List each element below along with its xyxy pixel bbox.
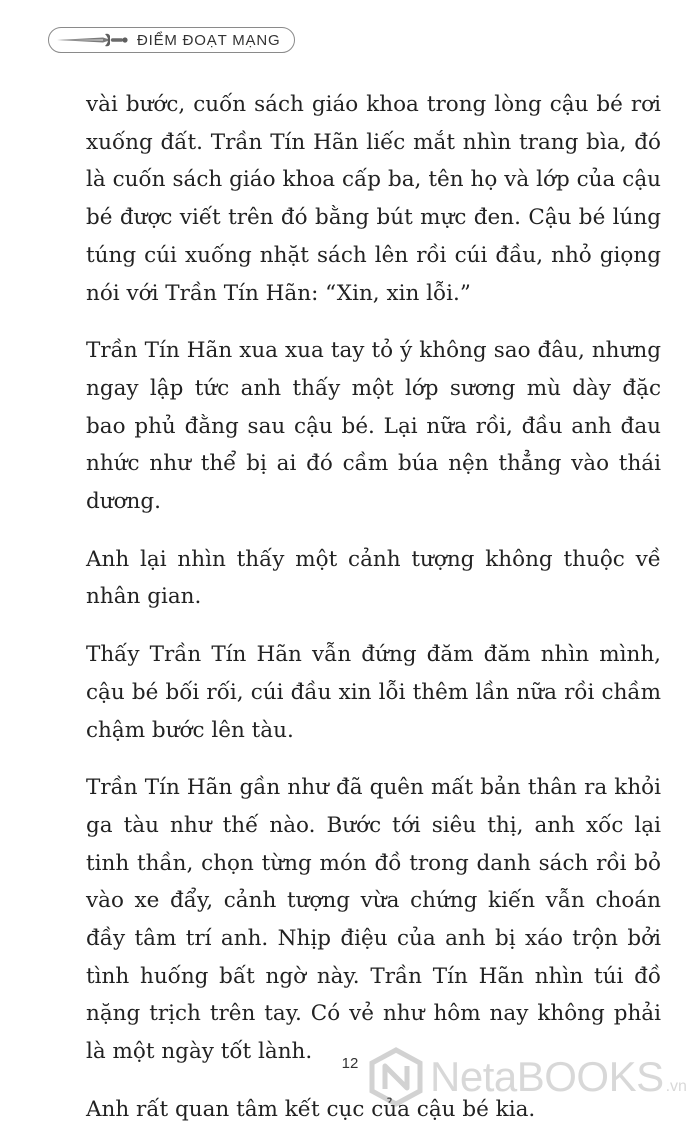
header-pill: [48, 27, 295, 53]
paragraph: Anh lại nhìn thấy một cảnh tượng không thuộc về nhân gian.: [86, 546, 661, 610]
watermark-suffix: .vn: [665, 1078, 687, 1095]
page-number: 12: [341, 1055, 359, 1072]
watermark: [368, 1042, 698, 1112]
paragraph: Anh rất quan tâm kết cục của cậu bé kia.: [86, 1096, 536, 1122]
paragraph: Trần Tín Hãn gần như đã quên mất bản thân ra khỏi ga tàu như thế nào. Bước tới siêu thị, anh xốc lại tinh thần, chọn từng món đồ trong danh sách rồi bỏ vào xe đẩy, cảnh tượng vừa chứng kiến vẫn choán đầy tâm trí anh. Nhịp điệu của anh bị xáo trộn bởi tình huống bất ngờ này. Trần Tín Hãn nhìn túi đồ nặng trịch trên tay. Có vẻ như hôm nay không phải là một ngày tốt lành.: [86, 775, 661, 1065]
sword-icon: [55, 32, 129, 48]
page-body: [86, 86, 661, 1129]
paragraph: vài bước, cuốn sách giáo khoa trong lòng cậu bé rơi xuống đất. Trần Tín Hãn liếc mắt nhìn trang bìa, đó là cuốn sách giáo khoa cấp ba, tên họ và lớp của cậu bé được viết trên đó bằng bút mực đen. Cậu bé lúng túng cúi xuống nhặt sách lên rồi cúi đầu, nhỏ giọng nói với Trần Tín Hãn: “Xin, xin lỗi.”: [86, 92, 661, 306]
running-header: [48, 26, 295, 54]
paragraph: Thấy Trần Tín Hãn vẫn đứng đăm đăm nhìn mình, cậu bé bối rối, cúi đầu xin lỗi thêm lần nữa rồi chầm chậm bước lên tàu.: [86, 642, 661, 743]
watermark-text: NetaBOOKS: [430, 1053, 664, 1100]
book-title: ĐIỂM ĐOẠT MẠNG: [137, 31, 281, 49]
netabooks-logo-icon: [368, 1047, 424, 1107]
paragraph: Trần Tín Hãn xua xua tay tỏ ý không sao đâu, nhưng ngay lập tức anh thấy một lớp sương mù dày đặc bao phủ đằng sau cậu bé. Lại nữa rồi, đầu anh đau nhức như thể bị ai đó cầm búa nện thẳng vào thái dương.: [86, 338, 661, 515]
